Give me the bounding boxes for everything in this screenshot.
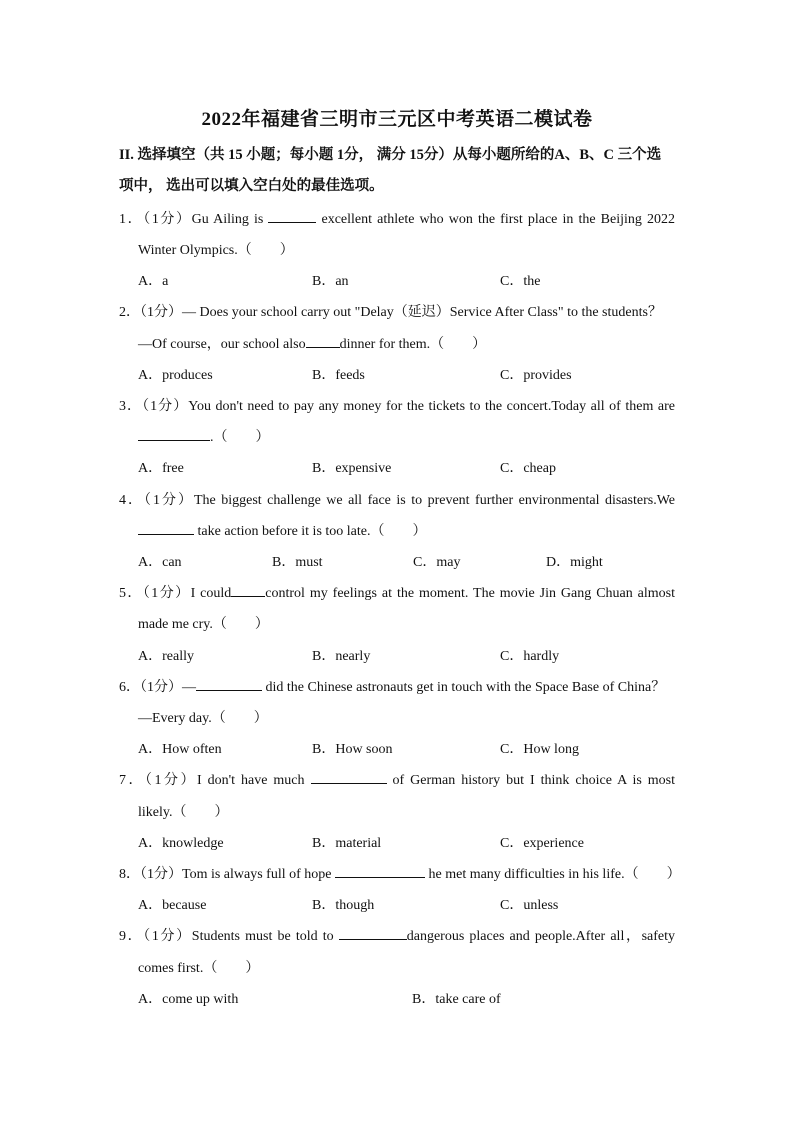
q8-option-c[interactable]: C．unless xyxy=(500,898,559,913)
question-2 xyxy=(119,301,675,321)
question-3-line-2 xyxy=(138,426,675,446)
question-1-line-2: Winter Olympics.（ ） xyxy=(138,243,294,258)
q9-option-a[interactable]: A．come up with xyxy=(138,992,239,1007)
question-5-line-2: made me cry.（ ） xyxy=(138,617,269,632)
section-instructions xyxy=(119,140,679,202)
question-text: he met many difficulties in his life.（ ） xyxy=(425,867,681,882)
question-number: 7． xyxy=(119,773,145,788)
answer-blank xyxy=(268,210,316,223)
answer-blank xyxy=(306,335,340,348)
question-number: 6． xyxy=(119,680,140,695)
q6-option-a[interactable]: A．How often xyxy=(138,742,222,757)
q5-option-a[interactable]: A．really xyxy=(138,649,194,664)
instructions-line-1: II. 选择填空（共 15 小题；每小题 1分， 满分 15分）从每小题所给的A、B、C 三个选 xyxy=(119,147,662,163)
answer-blank xyxy=(196,678,262,691)
q2-option-c[interactable]: C．provides xyxy=(500,368,572,383)
question-score: （1分） xyxy=(143,212,192,227)
question-text: dinner for them.（ ） xyxy=(339,337,487,352)
q9-option-b[interactable]: B．take care of xyxy=(412,992,501,1007)
question-text: did the Chinese astronauts get in touch with the Space Base of China？ xyxy=(262,680,666,695)
q3-option-b[interactable]: B．expensive xyxy=(312,461,392,476)
answer-blank xyxy=(335,865,425,878)
q8-option-b[interactable]: B．though xyxy=(312,898,375,913)
answer-blank xyxy=(138,522,194,535)
question-score: （1分） xyxy=(143,929,192,944)
answer-blank xyxy=(138,428,210,441)
q4-option-d[interactable]: D．might xyxy=(546,555,603,570)
question-2-line-2 xyxy=(138,333,675,353)
q7-option-b[interactable]: B．material xyxy=(312,836,382,851)
question-text: — xyxy=(182,680,196,695)
q3-option-c[interactable]: C．cheap xyxy=(500,461,556,476)
question-score: （1分） xyxy=(140,305,182,320)
instructions-line-2: 项中， 选出可以填入空白处的最佳选项。 xyxy=(119,178,384,194)
question-text: of German history but I think choice A is most xyxy=(386,773,676,788)
q7-option-a[interactable]: A．knowledge xyxy=(138,836,224,851)
q5-option-b[interactable]: B．nearly xyxy=(312,649,371,664)
answer-blank xyxy=(311,771,387,784)
answer-blank xyxy=(231,584,265,597)
question-number: 4． xyxy=(119,493,144,508)
question-5 xyxy=(119,582,675,602)
question-score: （1分） xyxy=(142,399,189,414)
answer-blank xyxy=(339,927,407,940)
q3-option-a[interactable]: A．free xyxy=(138,461,184,476)
question-score: （1分） xyxy=(142,586,191,601)
q1-option-b[interactable]: B．an xyxy=(312,274,349,289)
q1-option-c[interactable]: C．the xyxy=(500,274,541,289)
page-title: 2022年福建省三明市三元区中考英语二模试卷 xyxy=(201,109,593,130)
question-text: —Of course，our school also xyxy=(138,337,306,352)
question-text: Tom is always full of hope xyxy=(182,867,335,882)
question-3 xyxy=(119,395,675,415)
question-6 xyxy=(119,676,675,696)
question-7 xyxy=(119,769,675,789)
q4-option-b[interactable]: B．must xyxy=(272,555,323,570)
question-9-line-2: comes first.（ ） xyxy=(138,961,260,976)
question-6-line-2: —Every day.（ ） xyxy=(138,711,268,726)
question-text: Gu Ailing is xyxy=(191,212,269,227)
question-score: （1分） xyxy=(143,493,194,508)
q8-option-a[interactable]: A．because xyxy=(138,898,207,913)
question-text: excellent athlete who won the first place in the Beijing 2022 xyxy=(316,212,675,227)
question-7-line-2: likely.（ ） xyxy=(138,805,229,820)
question-text: I don't have much xyxy=(196,773,311,788)
question-text: You don't need to pay any money for the tickets to the concert.Today all of them are xyxy=(188,399,676,414)
question-number: 5． xyxy=(119,586,143,601)
q2-option-a[interactable]: A．produces xyxy=(138,368,213,383)
question-9 xyxy=(119,925,675,945)
question-number: 3． xyxy=(119,399,143,414)
question-4-line-2 xyxy=(138,520,675,540)
question-text: — Does your school carry out "Delay（延迟）Service After Class" to the students？ xyxy=(182,305,662,320)
question-number: 2． xyxy=(119,305,140,320)
question-text: control my feelings at the moment. The movie Jin Gang Chuan almost xyxy=(265,586,676,601)
question-text: The biggest challenge we all face is to prevent further environmental disasters.We xyxy=(193,493,675,508)
question-score: （1分） xyxy=(140,680,182,695)
q7-option-c[interactable]: C．experience xyxy=(500,836,584,851)
question-number: 8． xyxy=(119,867,140,882)
question-text: dangerous places and people.After all，safety xyxy=(406,929,676,944)
question-4 xyxy=(119,489,675,509)
question-text: take action before it is too late.（ ） xyxy=(194,524,427,539)
q4-option-a[interactable]: A．can xyxy=(138,555,182,570)
question-score: （1分） xyxy=(140,867,182,882)
question-text: Students must be told to xyxy=(191,929,339,944)
question-number: 1． xyxy=(119,212,144,227)
q4-option-c[interactable]: C．may xyxy=(413,555,461,570)
q6-option-b[interactable]: B．How soon xyxy=(312,742,393,757)
q5-option-c[interactable]: C．hardly xyxy=(500,649,560,664)
question-number: 9． xyxy=(119,929,144,944)
question-score: （1分） xyxy=(144,773,197,788)
question-8 xyxy=(119,863,681,883)
q1-option-a[interactable]: A．a xyxy=(138,274,169,289)
question-1 xyxy=(119,208,675,228)
q6-option-c[interactable]: C．How long xyxy=(500,742,579,757)
q2-option-b[interactable]: B．feeds xyxy=(312,368,365,383)
question-text: .（ ） xyxy=(210,430,270,445)
question-text: I could xyxy=(190,586,232,601)
